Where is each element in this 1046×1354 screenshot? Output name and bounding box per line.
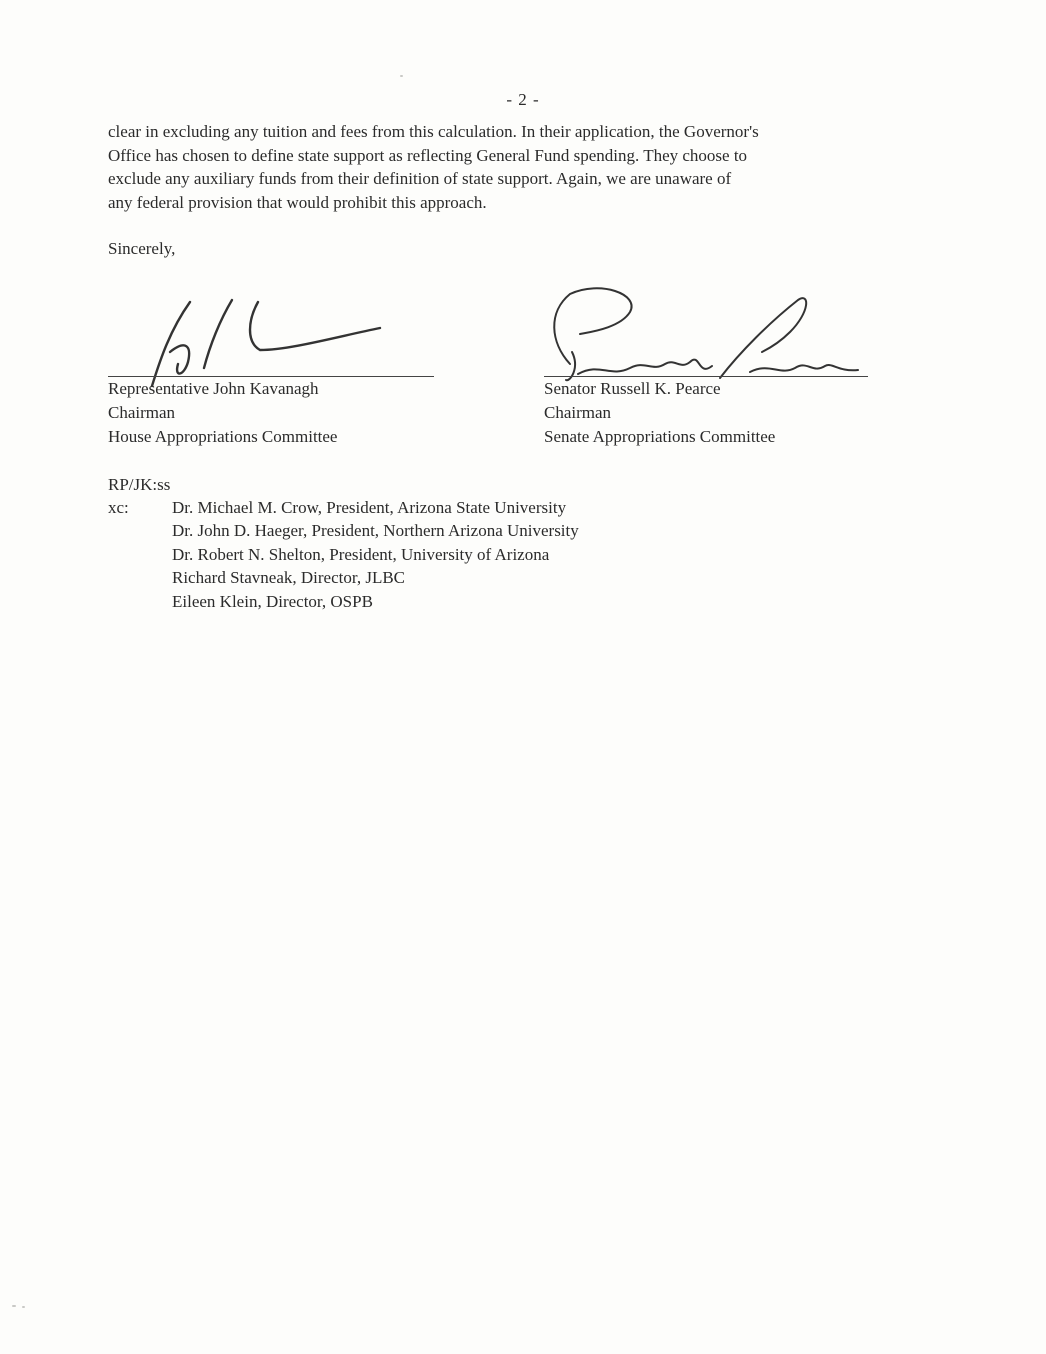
cc-recipient-list xyxy=(172,496,579,613)
signatory-committee: Senate Appropriations Committee xyxy=(544,427,776,446)
signatory-committee: House Appropriations Committee xyxy=(108,427,338,446)
signatory-title: Chairman xyxy=(544,403,612,422)
cc-recipient: Dr. John D. Haeger, President, Northern Arizona University xyxy=(172,521,579,541)
signature-block-pearce xyxy=(544,377,775,449)
page-number: - 2 - xyxy=(506,90,540,109)
cc-label: xc: xyxy=(108,498,129,517)
body-line: Office has chosen to define state support as reflecting General Fund spending. They choose to xyxy=(108,145,748,165)
signatory-name: Representative John Kavanagh xyxy=(108,379,319,398)
reference-initials-text: RP/JK:ss xyxy=(108,475,171,494)
closing-salutation: Sincerely, xyxy=(108,239,176,258)
body-line: clear in excluding any tuition and fees from this calculation. In their application, the Governor's xyxy=(108,122,759,141)
body-line: exclude any auxiliary funds from their definition of state support. Again, we are unaware of xyxy=(108,169,732,188)
cc-recipient: Eileen Klein, Director, OSPB xyxy=(172,591,373,611)
cc-recipient: Richard Stavneak, Director, JLBC xyxy=(172,568,406,588)
body-line: any federal provision that would prohibit this approach. xyxy=(108,192,487,212)
scan-artifact xyxy=(22,1306,25,1308)
scan-artifact xyxy=(400,75,403,77)
signatory-name: Senator Russell K. Pearce xyxy=(544,379,721,398)
scan-artifact xyxy=(12,1305,16,1307)
signature-block-kavanagh xyxy=(108,377,337,449)
signatory-title: Chairman xyxy=(108,403,176,422)
cc-recipient: Dr. Michael M. Crow, President, Arizona State University xyxy=(172,498,567,517)
reference-initials xyxy=(108,473,170,496)
kavanagh-signature-image xyxy=(130,290,390,390)
cc-recipient: Dr. Robert N. Shelton, President, University of Arizona xyxy=(172,544,550,564)
letter-body xyxy=(108,120,928,214)
